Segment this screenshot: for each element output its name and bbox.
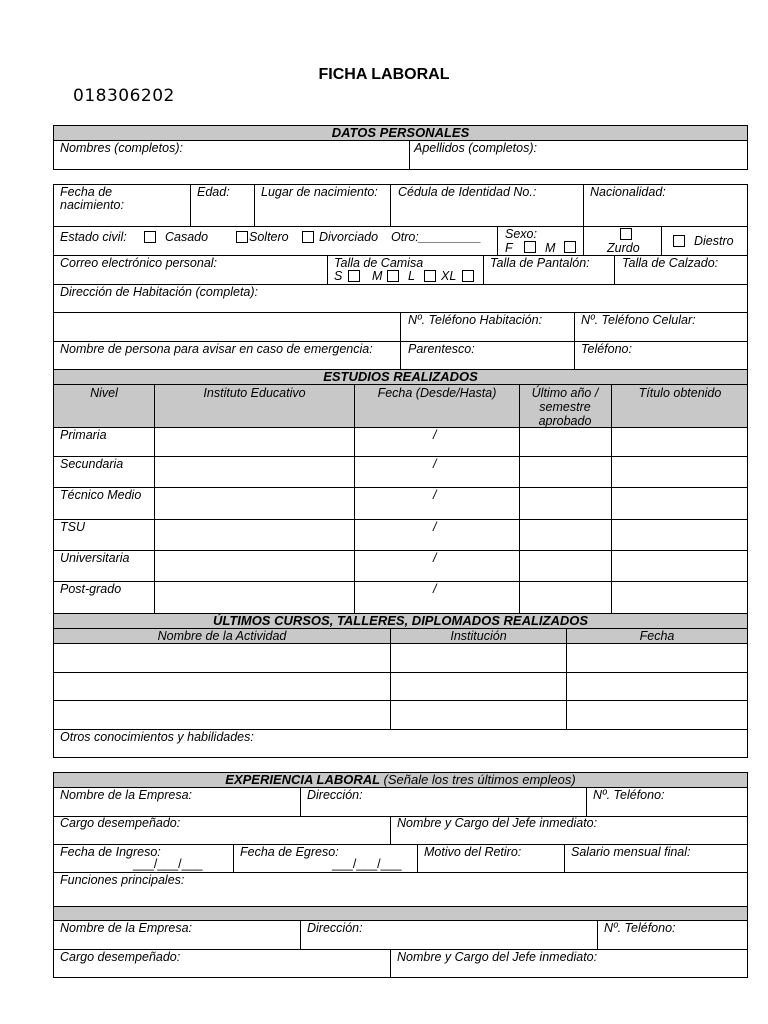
- sexo-label: Sexo:: [505, 227, 537, 241]
- fecha-separator: /: [433, 428, 437, 442]
- soltero-label: Soltero: [249, 230, 289, 244]
- talla-pantalon-field[interactable]: Talla de Pantalón:: [490, 256, 590, 270]
- section-header-datos-personales: DATOS PERSONALES: [53, 125, 748, 141]
- zurdo-checkbox[interactable]: [620, 228, 632, 240]
- divorciado-checkbox[interactable]: [302, 231, 314, 243]
- fecha-nacimiento-field[interactable]: Fecha de: [60, 185, 113, 199]
- cedula-field[interactable]: Cédula de Identidad No.:: [398, 185, 537, 199]
- jefe-field[interactable]: Nombre y Cargo del Jefe inmediato:: [397, 816, 598, 830]
- talla-l-checkbox[interactable]: [424, 270, 436, 282]
- nivel-primaria: Primaria: [60, 428, 107, 442]
- direccion-empresa-field-2[interactable]: Dirección:: [307, 921, 363, 935]
- talla-s-label: S: [334, 269, 343, 283]
- col-fecha-curso: Fecha: [639, 629, 675, 643]
- talla-m-label: M: [372, 269, 383, 283]
- telefono-empresa-field[interactable]: Nº. Teléfono:: [593, 788, 665, 802]
- col-nivel: Nivel: [90, 386, 118, 400]
- sexo-f-checkbox[interactable]: [524, 241, 536, 253]
- estado-civil-label: Estado civil:: [60, 230, 127, 244]
- col-ultimo-anio: Último año / semestre aprobado: [531, 386, 599, 428]
- talla-m-checkbox[interactable]: [387, 270, 399, 282]
- zurdo-label: Zurdo: [607, 241, 640, 255]
- talla-xl-checkbox[interactable]: [462, 270, 474, 282]
- jefe-field-2[interactable]: Nombre y Cargo del Jefe inmediato:: [397, 950, 598, 964]
- casado-label: Casado: [165, 230, 209, 244]
- document-code: 018306202: [73, 86, 175, 106]
- telefono-celular-field[interactable]: Nº. Teléfono Celular:: [581, 313, 696, 327]
- emergencia-field[interactable]: Nombre de persona para avisar en caso de emergencia:: [60, 342, 373, 356]
- salario-field[interactable]: Salario mensual final:: [571, 845, 691, 859]
- nivel-tecnico-medio: Técnico Medio: [60, 488, 142, 502]
- fecha-separator: /: [433, 457, 437, 471]
- col-actividad: Nombre de la Actividad: [157, 629, 287, 643]
- motivo-retiro-field[interactable]: Motivo del Retiro:: [424, 845, 522, 859]
- empleo-separator: [54, 906, 747, 921]
- section-header-cursos: ÚLTIMOS CURSOS, TALLERES, DIPLOMADOS REALIZADOS: [53, 613, 748, 629]
- sexo-f-label: F: [505, 241, 513, 255]
- edad-field[interactable]: Edad:: [197, 185, 230, 199]
- nivel-universitaria: Universitaria: [60, 551, 130, 565]
- cargo-field-2[interactable]: Cargo desempeñado:: [60, 950, 181, 964]
- col-instituto: Instituto Educativo: [203, 386, 306, 400]
- col-fecha: Fecha (Desde/Hasta): [377, 386, 497, 400]
- fecha-separator: /: [433, 520, 437, 534]
- fecha-separator: /: [433, 551, 437, 565]
- talla-calzado-field[interactable]: Talla de Calzado:: [622, 256, 719, 270]
- soltero-checkbox[interactable]: [236, 231, 248, 243]
- fecha-separator: /: [433, 488, 437, 502]
- sexo-m-checkbox[interactable]: [564, 241, 576, 253]
- talla-s-checkbox[interactable]: [348, 270, 360, 282]
- talla-l-label: L: [408, 269, 415, 283]
- fecha-nacimiento-label-2: nacimiento:: [60, 198, 124, 212]
- parentesco-field[interactable]: Parentesco:: [408, 342, 475, 356]
- talla-xl-label: XL: [441, 269, 457, 283]
- col-titulo: Título obtenido: [638, 386, 722, 400]
- direccion-empresa-field[interactable]: Dirección:: [307, 788, 363, 802]
- fecha-egreso-blank[interactable]: ___/___/___: [332, 857, 402, 871]
- telefono-empresa-field-2[interactable]: Nº. Teléfono:: [604, 921, 676, 935]
- col-institucion: Institución: [450, 629, 507, 643]
- nivel-tsu: TSU: [60, 520, 85, 534]
- divorciado-label: Divorciado: [319, 230, 379, 244]
- lugar-nacimiento-field[interactable]: Lugar de nacimiento:: [261, 185, 378, 199]
- section-header-estudios: ESTUDIOS REALIZADOS: [53, 369, 748, 385]
- telefono-emergencia-field[interactable]: Teléfono:: [581, 342, 632, 356]
- diestro-label: Diestro: [694, 234, 734, 248]
- funciones-field[interactable]: Funciones principales:: [60, 873, 185, 887]
- empresa-field-2[interactable]: Nombre de la Empresa:: [60, 921, 193, 935]
- section-header-experiencia: [53, 772, 748, 788]
- fecha-ingreso-blank[interactable]: ___/___/___: [133, 857, 203, 871]
- estudios-table: [53, 384, 748, 614]
- fecha-ingreso-field[interactable]: Fecha de Ingreso:: [60, 845, 161, 859]
- otro-field[interactable]: Otro:_________: [391, 230, 482, 244]
- cargo-field[interactable]: Cargo desempeñado:: [60, 816, 181, 830]
- nombres-field[interactable]: Nombres (completos):: [60, 141, 183, 155]
- otros-conocimientos-field[interactable]: Otros conocimientos y habilidades:: [60, 730, 254, 744]
- telefono-habitacion-field[interactable]: Nº. Teléfono Habitación:: [408, 313, 543, 327]
- nivel-secundaria: Secundaria: [60, 457, 124, 471]
- casado-checkbox[interactable]: [144, 231, 156, 243]
- direccion-field[interactable]: Dirección de Habitación (completa):: [60, 285, 259, 299]
- nacionalidad-field[interactable]: Nacionalidad:: [590, 185, 666, 199]
- apellidos-field[interactable]: Apellidos (completos):: [414, 141, 537, 155]
- page-title: FICHA LABORAL: [318, 66, 450, 83]
- talla-camisa-label: Talla de Camisa: [334, 256, 424, 270]
- fecha-separator: /: [433, 582, 437, 596]
- empresa-field[interactable]: Nombre de la Empresa:: [60, 788, 193, 802]
- fecha-egreso-field[interactable]: Fecha de Egreso:: [240, 845, 339, 859]
- sexo-m-label: M: [545, 241, 556, 255]
- experiencia-note: (Señale los tres últimos empleos): [383, 772, 576, 787]
- diestro-checkbox[interactable]: [673, 235, 685, 247]
- experiencia-title: EXPERIENCIA LABORAL: [225, 772, 380, 787]
- nivel-post-grado: Post-grado: [60, 582, 122, 596]
- correo-field[interactable]: Correo electrónico personal:: [60, 256, 218, 270]
